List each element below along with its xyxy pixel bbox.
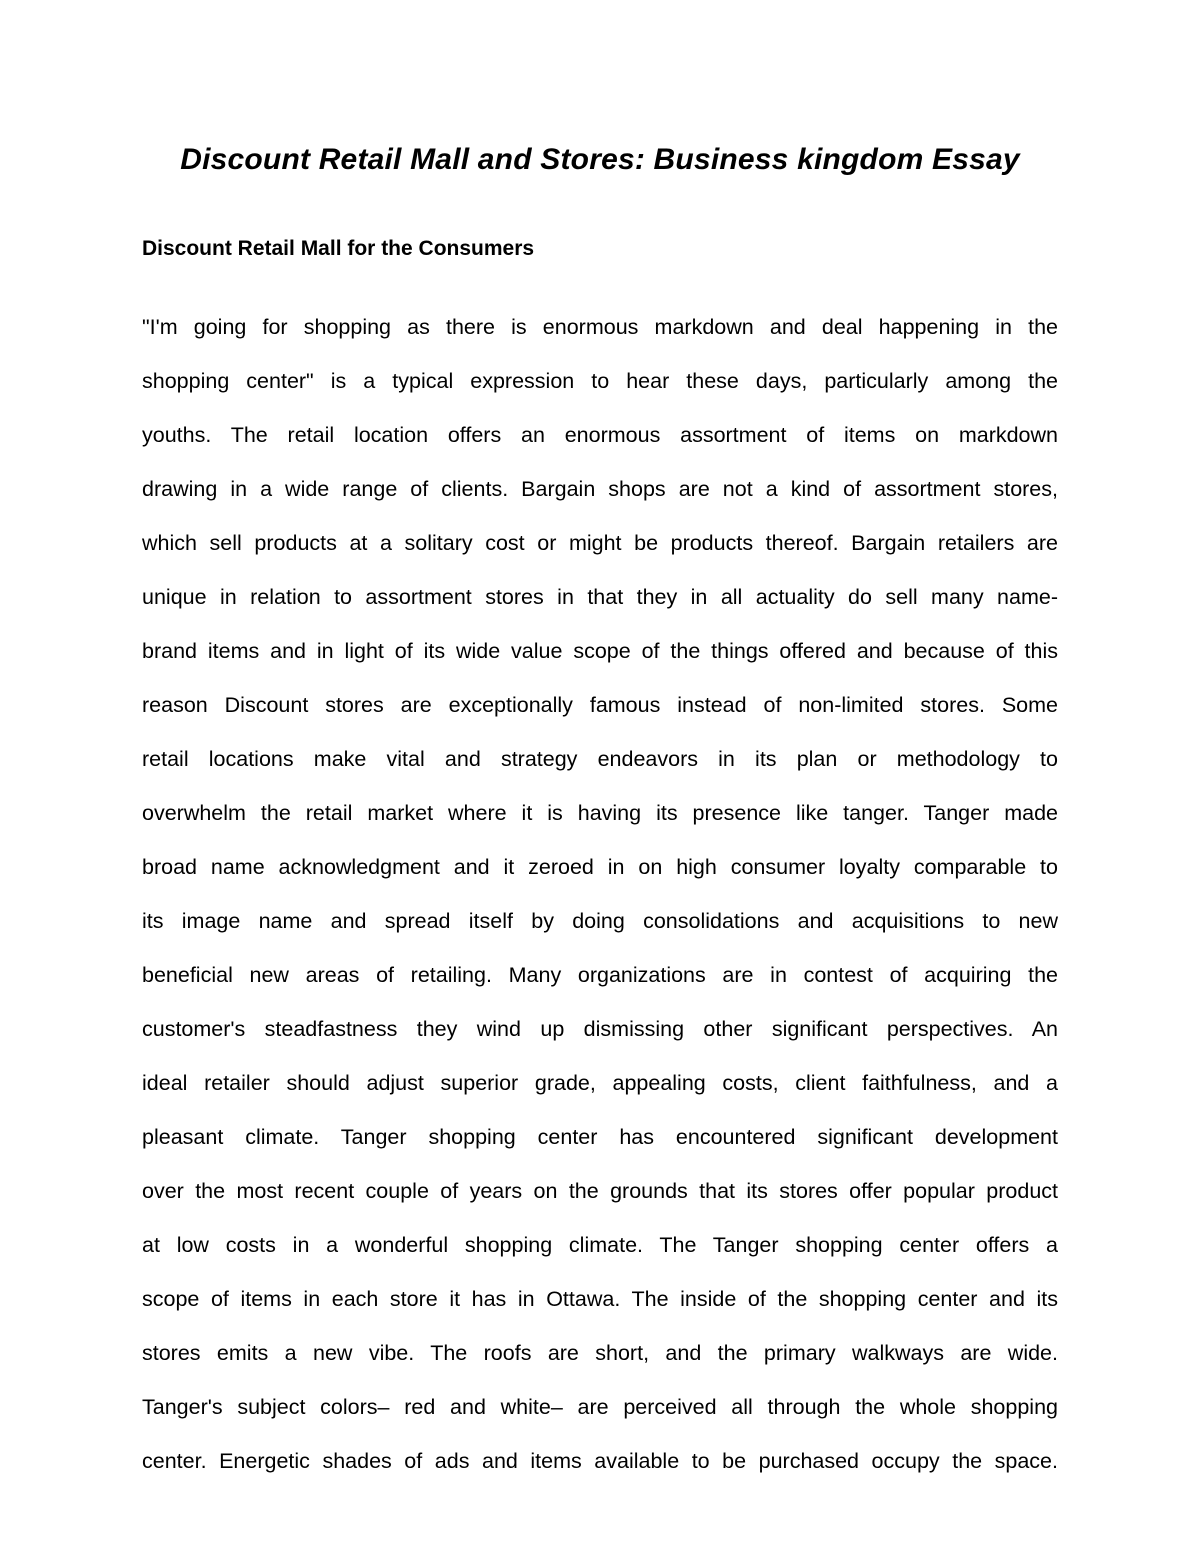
section-heading: Discount Retail Mall for the Consumers: [142, 237, 535, 260]
document-title: Discount Retail Mall and Stores: Business kingdom Essay: [180, 143, 1020, 176]
paragraph-line: youths. The retail location offers an enormous assortment of items on markdown: [142, 423, 1058, 447]
paragraph-line: drawing in a wide range of clients. Bargain shops are not a kind of assortment stores,: [142, 477, 1058, 501]
paragraph-line: Tanger's subject colors– red and white– are perceived all through the whole shopping: [142, 1395, 1058, 1419]
paragraph-line: reason Discount stores are exceptionally famous instead of non-limited stores. Some: [142, 693, 1058, 717]
paragraph-line: over the most recent couple of years on the grounds that its stores offer popular product: [142, 1179, 1058, 1203]
paragraph-line: unique in relation to assortment stores in that they in all actuality do sell many name-: [142, 585, 1058, 609]
paragraph-line: brand items and in light of its wide value scope of the things offered and because of this: [142, 639, 1058, 663]
paragraph-line: shopping center" is a typical expression to hear these days, particularly among the: [142, 369, 1058, 393]
paragraph-line: overwhelm the retail market where it is having its presence like tanger. Tanger made: [142, 801, 1058, 825]
paragraph-line: which sell products at a solitary cost or might be products thereof. Bargain retailers are: [142, 531, 1058, 555]
paragraph-line: center. Energetic shades of ads and items available to be purchased occupy the space.: [142, 1449, 1058, 1473]
paragraph-line: its image name and spread itself by doing consolidations and acquisitions to new: [142, 909, 1058, 933]
paragraph-line: at low costs in a wonderful shopping climate. The Tanger shopping center offers a: [142, 1233, 1058, 1257]
paragraph-line: beneficial new areas of retailing. Many organizations are in contest of acquiring the: [142, 963, 1058, 987]
paragraph-line: retail locations make vital and strategy endeavors in its plan or methodology to: [142, 747, 1058, 771]
paragraph-line: pleasant climate. Tanger shopping center has encountered significant development: [142, 1125, 1058, 1149]
paragraph-line: stores emits a new vibe. The roofs are short, and the primary walkways are wide.: [142, 1341, 1058, 1365]
paragraph-line: ideal retailer should adjust superior grade, appealing costs, client faithfulness, and a: [142, 1071, 1058, 1095]
body-paragraph: [142, 300, 1058, 1488]
paragraph-line: scope of items in each store it has in Ottawa. The inside of the shopping center and its: [142, 1287, 1058, 1311]
paragraph-line: "I'm going for shopping as there is enormous markdown and deal happening in the: [142, 315, 1058, 339]
paragraph-line: customer's steadfastness they wind up dismissing other significant perspectives. An: [142, 1017, 1058, 1041]
paragraph-line: broad name acknowledgment and it zeroed in on high consumer loyalty comparable to: [142, 855, 1058, 879]
